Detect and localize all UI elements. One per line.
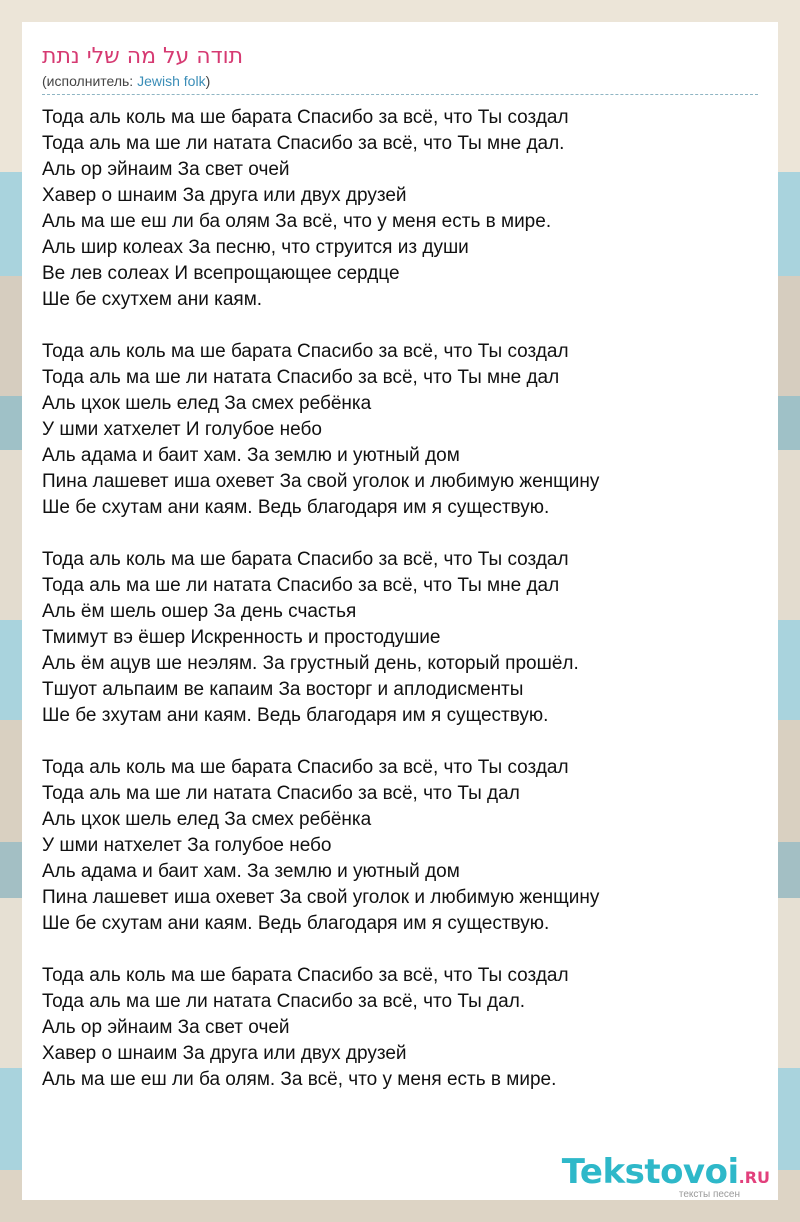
lyric-line: Аль ор эйнаим За свет очей xyxy=(42,159,290,180)
lyric-line: Аль ём шель ошер За день счастья xyxy=(42,601,357,622)
lyric-line: Ше бе схутам ани каям. Ведь благодаря им я существую. xyxy=(42,913,550,934)
lyrics-card xyxy=(22,22,778,1200)
lyric-line: Ше бе схутхем ани каям. xyxy=(42,289,263,310)
lyric-line: Аль ор эйнаим За свет очей xyxy=(42,1017,290,1038)
song-title: תודה על מה שלי נתת xyxy=(42,44,244,69)
lyric-line: Ве лев солеах И всепрощающее сердце xyxy=(42,263,400,284)
stanza-gap xyxy=(42,521,607,547)
lyric-line: У шми хатхелет И голубое небо xyxy=(42,419,322,440)
lyric-line: Пина лашевет иша охевет За свой уголок и любимую женщину xyxy=(42,471,600,492)
lyric-line: Тода аль ма ше ли натата Спасибо за всё, что Ты дал. xyxy=(42,991,526,1012)
stanza-gap xyxy=(42,937,607,963)
lyrics-body xyxy=(42,105,607,1093)
lyric-line: Аль адама и баит хам. За землю и уютный дом xyxy=(42,445,460,466)
lyric-line: Ше бе зхутам ани каям. Ведь благодаря им я существую. xyxy=(42,705,549,726)
artist-link[interactable]: Jewish folk xyxy=(137,73,206,89)
lyric-line: Аль цхок шель елед За смех ребёнка xyxy=(42,809,372,830)
meta-suffix: ) xyxy=(205,73,211,89)
lyric-line: Тмимут вэ ёшер Искренность и простодушие xyxy=(42,627,441,648)
lyric-line: Тода аль коль ма ше барата Спасибо за всё, что Ты создал xyxy=(42,341,569,362)
lyric-line: Аль адама и баит хам. За землю и уютный дом xyxy=(42,861,460,882)
lyric-line: Тшуот альпаим ве капаим За восторг и аплодисменты xyxy=(42,679,524,700)
lyric-line: У шми натхелет За голубое небо xyxy=(42,835,332,856)
lyric-line: Аль цхок шель елед За смех ребёнка xyxy=(42,393,372,414)
lyric-line: Хавер о шнаим За друга или двух друзей xyxy=(42,1043,407,1064)
stanza-gap xyxy=(42,729,607,755)
lyric-line: Аль шир колеах За песню, что струится из души xyxy=(42,237,469,258)
lyric-line: Тода аль ма ше ли натата Спасибо за всё, что Ты мне дал. xyxy=(42,133,565,154)
lyric-line: Тода аль ма ше ли натата Спасибо за всё, что Ты мне дал xyxy=(42,367,560,388)
lyric-line: Аль ма ше еш ли ба олям. За всё, что у меня есть в мире. xyxy=(42,1069,557,1090)
song-meta xyxy=(42,72,758,95)
lyric-line: Тода аль коль ма ше барата Спасибо за всё, что Ты создал xyxy=(42,549,569,570)
logo-brand: Tekstovoi xyxy=(561,1152,739,1192)
meta-prefix: (исполнитель: xyxy=(42,73,138,89)
lyric-line: Тода аль коль ма ше барата Спасибо за всё, что Ты создал xyxy=(42,107,569,128)
lyric-line: Тода аль коль ма ше барата Спасибо за всё, что Ты создал xyxy=(42,757,569,778)
lyric-line: Аль ма ше еш ли ба олям За всё, что у меня есть в мире. xyxy=(42,211,552,232)
lyric-line: Хавер о шнаим За друга или двух друзей xyxy=(42,185,407,206)
logo-tagline: тексты песен xyxy=(678,1189,740,1200)
lyric-line: Тода аль коль ма ше барата Спасибо за всё, что Ты создал xyxy=(42,965,569,986)
logo-tld: .RU xyxy=(738,1168,770,1187)
lyric-line: Ше бе схутам ани каям. Ведь благодаря им я существую. xyxy=(42,497,550,518)
stanza-gap xyxy=(42,313,607,339)
lyric-line: Пина лашевет иша охевет За свой уголок и любимую женщину xyxy=(42,887,600,908)
site-logo[interactable] xyxy=(561,1152,770,1200)
lyric-line: Тода аль ма ше ли натата Спасибо за всё, что Ты дал xyxy=(42,783,520,804)
lyric-line: Тода аль ма ше ли натата Спасибо за всё, что Ты мне дал xyxy=(42,575,560,596)
lyric-line: Аль ём ацув ше неэлям. За грустный день, который прошёл. xyxy=(42,653,579,674)
